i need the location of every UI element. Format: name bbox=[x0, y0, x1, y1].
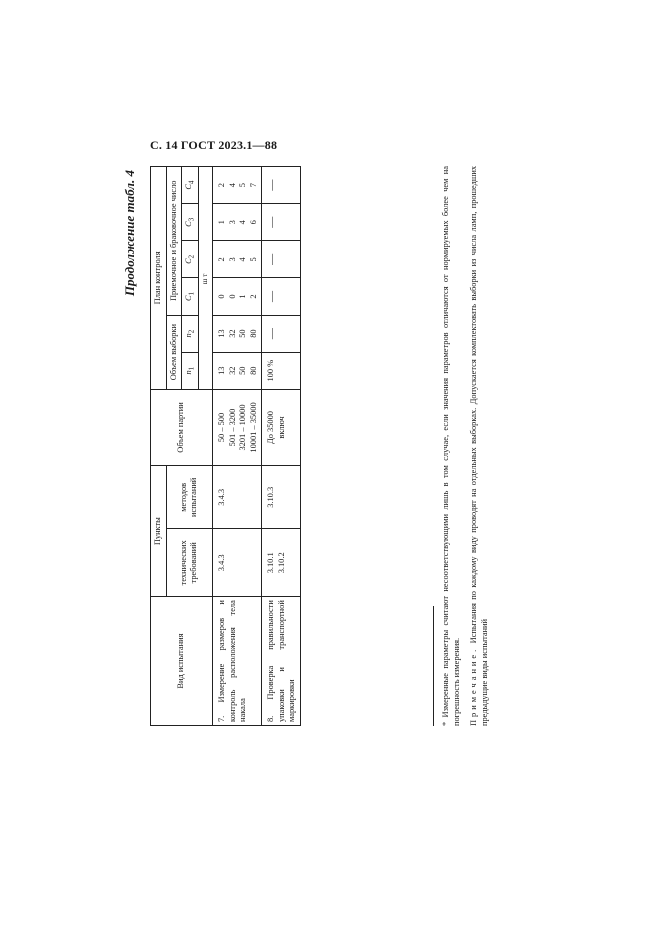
row-7-batch: 50 – 500 501 – 3200 3201 – 10000 10001 – 35000 bbox=[213, 389, 262, 465]
row-7-test-type: 7. Измерение размеров и контроль расположения тела накала bbox=[213, 597, 262, 726]
row-8-c4: — bbox=[262, 167, 301, 204]
table-row bbox=[213, 167, 262, 726]
row-8-c2: — bbox=[262, 241, 301, 278]
row-7-tech-req: 3.4.3 bbox=[213, 529, 262, 597]
header-control-plan: План контроля bbox=[151, 167, 167, 390]
row-7-c2: 2 3 4 5 bbox=[213, 241, 262, 278]
table-caption: Продолжение табл. 4 bbox=[122, 170, 137, 297]
row-7-test-method: 3.4.3 bbox=[213, 466, 262, 529]
page-header: С. 14 ГОСТ 2023.1—88 bbox=[150, 138, 278, 152]
row-8-c1: — bbox=[262, 278, 301, 315]
row-8-n2: — bbox=[262, 315, 301, 352]
row-8-batch: До 35000 включ bbox=[262, 389, 301, 465]
header-accept-reject: Приемочное и браковочное число bbox=[166, 167, 182, 316]
row-7-n1: 13 32 50 80 bbox=[213, 352, 262, 389]
header-n2: $n_2$ bbox=[182, 315, 199, 352]
note bbox=[468, 166, 491, 726]
footnote: * Измеренные параметры считают несоответствующими лишь в том случае, если значения параметров отличаются от нормируемых более чем на погрешность измерения. bbox=[441, 166, 462, 726]
header-c2: $C_2$ bbox=[182, 241, 199, 278]
header-items: Пункты bbox=[151, 466, 167, 597]
header-c4: $C_4$ bbox=[182, 167, 199, 204]
header-c3: $C_3$ bbox=[182, 204, 199, 241]
note-label: Примечание. bbox=[469, 646, 478, 726]
header-batch-size: Объем партии bbox=[151, 389, 213, 465]
row-8-n1: 100 % bbox=[262, 352, 301, 389]
header-test-type: Вид испытания bbox=[151, 597, 213, 726]
rotated-table-block bbox=[122, 165, 510, 726]
header-c1: $C_1$ bbox=[182, 278, 199, 315]
note-text: Испытания по каждому виду проводят на отдельных выборках. Допускается комплектовать выборки из числа ламп, прошедших предыдущие виды испытаний bbox=[469, 165, 490, 726]
table-row bbox=[262, 167, 301, 726]
row-8-tech-req: 3.10.1 3.10.2 bbox=[262, 529, 301, 597]
row-8-c3: — bbox=[262, 204, 301, 241]
header-test-methods: методов испытаний bbox=[166, 466, 213, 529]
header-tech-requirements: технических требований bbox=[166, 529, 213, 597]
control-plan-table bbox=[150, 166, 301, 726]
header-units: шт bbox=[199, 167, 213, 390]
row-8-test-type: 8. Проверка правильности упаковки и транспортной маркировки bbox=[262, 597, 301, 726]
row-7-n2: 13 32 50 80 bbox=[213, 315, 262, 352]
row-8-test-method: 3.10.3 bbox=[262, 466, 301, 529]
footnote-divider bbox=[433, 606, 434, 726]
row-7-c4: 2 4 5 7 bbox=[213, 167, 262, 204]
row-7-c1: 0 0 1 2 bbox=[213, 278, 262, 315]
header-n1: $n_1$ bbox=[182, 352, 199, 389]
row-7-c3: 1 3 4 6 bbox=[213, 204, 262, 241]
header-sample-size: Объем выборки bbox=[166, 315, 182, 389]
